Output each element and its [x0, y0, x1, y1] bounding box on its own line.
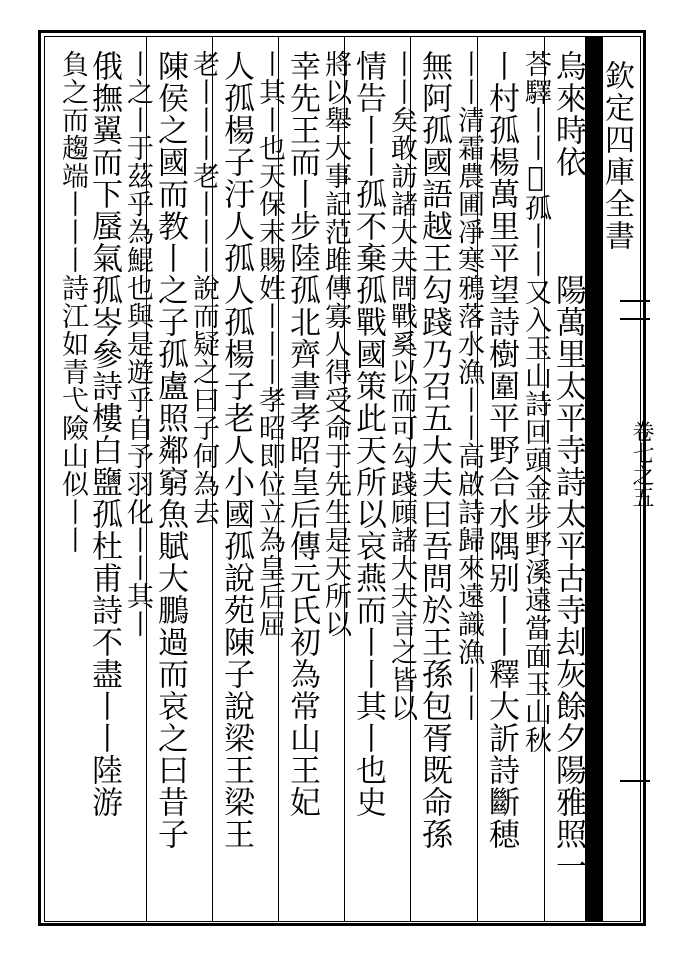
text-column: 無阿孤國語越王勾踐乃召五大夫曰吾問於王孫包胥既命孫 [416, 50, 452, 850]
text-column: 陳侯之國而教丨之子孤盧照鄰窮魚賦大鵬過而哀之曰昔子 [152, 50, 188, 850]
fishtail-mark [620, 300, 650, 320]
text-column: 荅驛丨丨𡊮孤丨丨又入玉山詩回頭金步野溪遠當面玉山秋 [520, 50, 551, 754]
juan-label: 卷七之五 [629, 420, 654, 508]
fishtail-lower-mark [620, 780, 650, 782]
text-column: 丨丨矣敢訪諸大夫問戰奚以而可勾踐頋諸大夫言之皆以 [386, 50, 417, 722]
text-column: 丨丨清霜農圃凈寒鴉落水漁丨丨高啟詩歸來遠識漁丨丨 [453, 50, 484, 722]
text-column: 人孤楊子汙人孤人孤楊子老人小國孤說苑陳子說梁王梁王 [218, 50, 254, 850]
text-column: 烏來時依 陽萬里太平寺詩太平古寺刦灰餘夕陽雅照一 [550, 50, 586, 882]
text-column: 丨其丨也天保末賜姓丨丨丨孝昭即位立為皇后屈 [254, 50, 285, 638]
text-column: 丨之丨于茲乎為鯤也與是遊乎自予羽化丨丨其丨 [122, 50, 153, 638]
header-title: 欽定四庫全書 [599, 60, 634, 252]
text-column: 幸先王而丨步陸孤北齊書孝昭皇后傳元氏初為常山王妃 [284, 50, 320, 818]
text-column: 俄撫翼而下蜃氣孤岑參詩樓白鹽孤杜甫詩不盡丨丨陸游 [86, 50, 122, 818]
text-column: 負之而趨端丨丨丨詩江如青弋險山似丨丨 [57, 50, 88, 554]
text-column: 情告丨丨孤不棄孤戰國策此天所以哀燕而丨丨其丨也史 [350, 50, 386, 818]
text-column: 老丨丨丨老丨丨丨說而疑之曰子何為去 [188, 50, 219, 526]
text-column: 將以舉大事記范雎傳寡人得受命于先生是天所以 [320, 50, 351, 638]
text-column: 丨村孤楊萬里平望詩樹圍平野合水隅别丨丨釋大訢詩斷穂 [483, 50, 519, 850]
